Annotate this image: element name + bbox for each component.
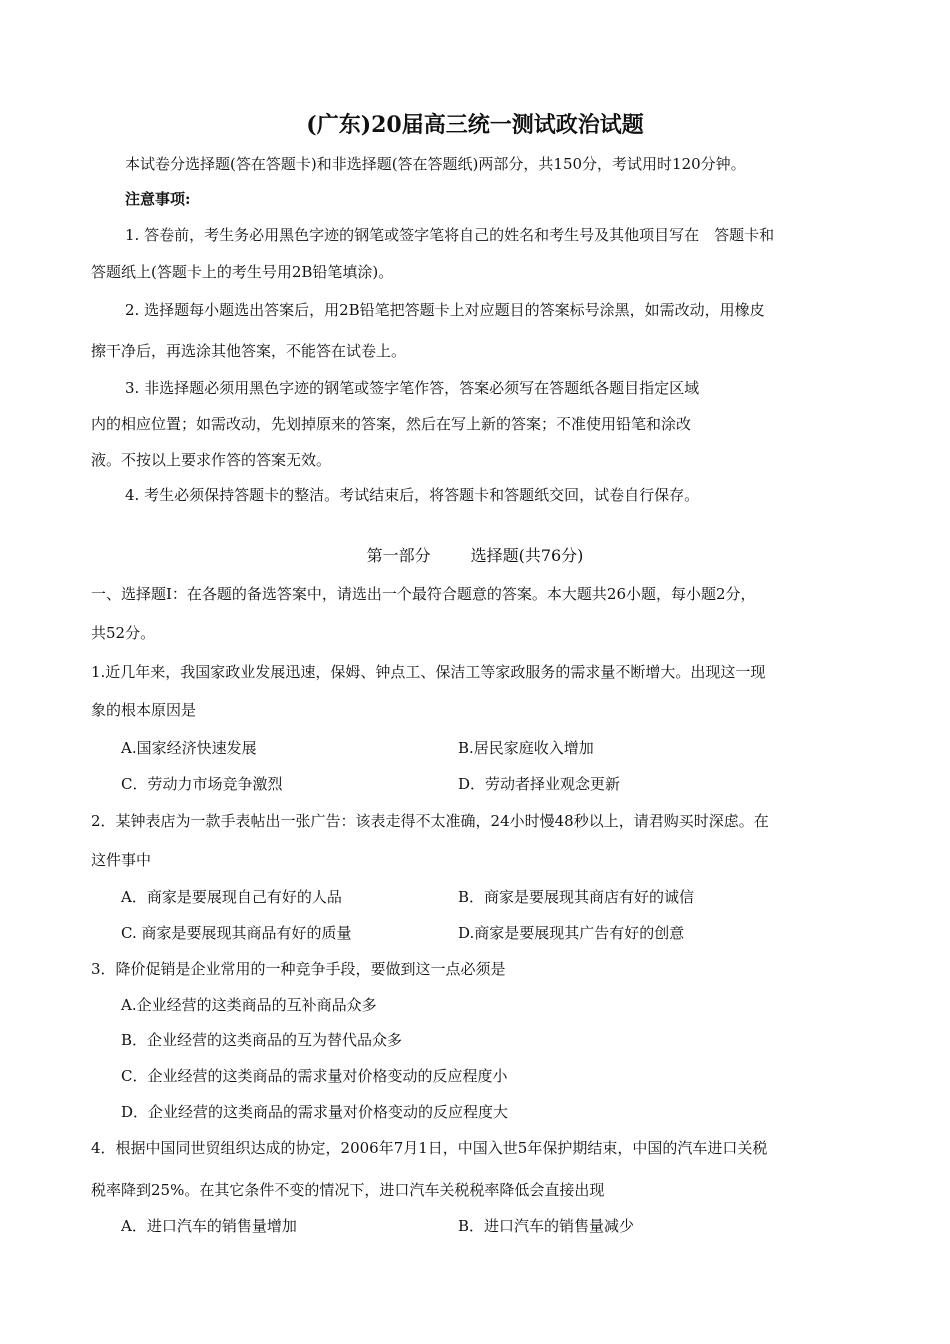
question-2-option-c: C. 商家是要展现其商品有好的质量 — [121, 924, 352, 942]
question-1-option-c: C．劳动力市场竞争激烈 — [121, 775, 283, 793]
question-3-option-c: C．企业经营的这类商品的需求量对价格变动的反应程度小 — [121, 1067, 508, 1085]
exam-intro: 本试卷分选择题(答在答题卡)和非选择题(答在答题纸)两部分，共150分，考试用时120分钟。 — [125, 155, 746, 173]
question-4-line-1: 4．根据中国同世贸组织达成的协定，2006年7月1日，中国入世5年保护期结束，中国的汽车进口关税 — [91, 1139, 768, 1157]
question-1-line-2: 象的根本原因是 — [91, 701, 197, 719]
question-1-option-b: B.居民家庭收入增加 — [458, 739, 594, 757]
question-4-option-b: B．进口汽车的销售量减少 — [458, 1217, 635, 1235]
note-1-line-2: 答题纸上(答题卡上的考生号用2B铅笔填涂)。 — [91, 263, 394, 281]
question-1-line-1: 1.近几年来，我国家政业发展迅速，保姆、钟点工、保洁工等家政服务的需求量不断增大。出现这一现 — [91, 663, 766, 681]
question-3-option-d: D．企业经营的这类商品的需求量对价格变动的反应程度大 — [121, 1103, 509, 1121]
note-2-line-2: 擦干净后，再选涂其他答案，不能答在试卷上。 — [91, 342, 407, 360]
question-3-option-b: B．企业经营的这类商品的互为替代品众多 — [121, 1031, 403, 1049]
question-2-line-2: 这件事中 — [91, 851, 152, 869]
page-title: (广东)20届高三统一测试政治试题 — [306, 112, 644, 138]
question-3-option-a: A.企业经营的这类商品的互补商品众多 — [121, 996, 377, 1014]
part-name: 选择题(共76分) — [470, 546, 584, 565]
question-2-option-a: A．商家是要展现自己有好的人品 — [121, 888, 342, 906]
note-4: 4. 考生必须保持答题卡的整洁。考试结束后，将答题卡和答题纸交回，试卷自行保存。 — [125, 486, 700, 504]
note-3-line-1: 3. 非选择题必须用黑色字迹的钢笔或签字笔作答，答案必须写在答题纸各题目指定区域 — [125, 379, 700, 397]
note-1-line-1: 1. 答卷前，考生务必用黑色字迹的钢笔或签字笔将自己的姓名和考生号及其他项目写在 答题卡和 — [125, 226, 775, 244]
question-4-line-2: 税率降到25%。在其它条件不变的情况下，进口汽车关税税率降低会直接出现 — [91, 1181, 605, 1199]
question-3: 3．降价促销是企业常用的一种竞争手段，要做到这一点必须是 — [91, 960, 506, 978]
section-intro-line-2: 共52分。 — [91, 624, 156, 642]
question-2-option-d: D.商家是要展现其广告有好的创意 — [458, 924, 685, 942]
part-heading — [0, 546, 950, 566]
question-1-option-d: D．劳动者择业观念更新 — [458, 775, 621, 793]
note-3-line-2: 内的相应位置；如需改动，先划掉原来的答案，然后在写上新的答案；不准使用铅笔和涂改 — [91, 415, 692, 433]
question-1-option-a: A.国家经济快速发展 — [121, 739, 257, 757]
note-3-line-3: 液。不按以上要求作答的答案无效。 — [91, 451, 332, 469]
part-label: 第一部分 — [366, 546, 431, 565]
section-intro-line-1: 一、选择题Ⅰ：在各题的备选答案中，请选出一个最符合题意的答案。本大题共26小题，每小题2分， — [91, 585, 756, 603]
question-4-option-a: A．进口汽车的销售量增加 — [121, 1217, 297, 1235]
note-2-line-1: 2. 选择题每小题选出答案后，用2B铅笔把答题卡上对应题目的答案标号涂黑，如需改动，用橡皮 — [125, 301, 765, 319]
question-2-option-b: B．商家是要展现其商店有好的诚信 — [458, 888, 695, 906]
question-2-line-1: 2．某钟表店为一款手表帖出一张广告：该表走得不太准确，24小时慢48秒以上，请君购买时深虑。在 — [91, 812, 769, 830]
notes-heading: 注意事项: — [125, 190, 191, 208]
